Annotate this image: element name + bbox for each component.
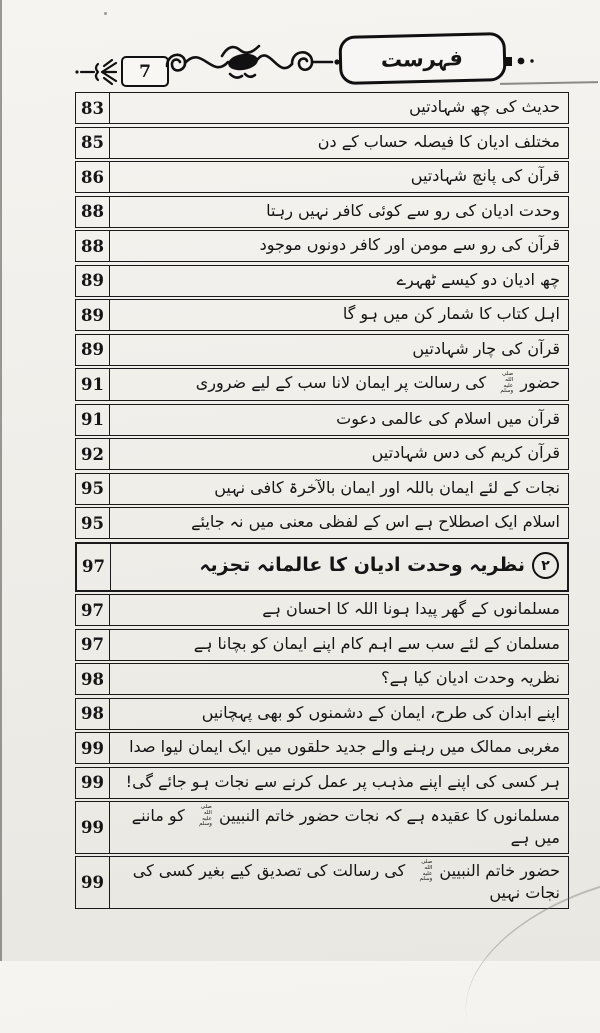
toc-entry-text: اہل کتاب کا شمار کن میں ہو گا [342, 304, 560, 324]
toc-entry-text: مختلف ادیان کا فیصلہ حساب کے دن [317, 131, 560, 151]
toc-page-number: 83 [76, 93, 110, 123]
toc-row [75, 404, 569, 436]
pbuh-honorific-ligature: صلى الله عليه وسلم [199, 804, 212, 828]
toc-entry-title [110, 405, 568, 435]
toc-entry-text: قرآن میں اسلام کی عالمی دعوت [336, 408, 560, 428]
toc-row [75, 265, 569, 297]
toc-entry-title [110, 699, 568, 729]
toc-entry-title [110, 768, 568, 798]
header-underline [500, 81, 598, 85]
toc-entry-text: اپنے ابدان کی طرح، ایمان کے دشمنوں کو بھی پہچانیں [201, 702, 560, 722]
toc-page-number: 88 [76, 231, 110, 261]
toc-row [75, 473, 569, 505]
toc-page-number: 99 [76, 802, 110, 853]
toc-entry-title [110, 439, 568, 469]
toc-entry-text: مسلمانوں کے گھر پیدا ہونا اللہ کا احسان ہے [262, 599, 560, 619]
toc-entry-title [110, 128, 568, 158]
toc-row [75, 801, 569, 854]
toc-page-number: 99 [76, 857, 110, 908]
pbuh-honorific-ligature: صلى الله عليه وسلم [419, 859, 433, 883]
toc-entry-title [110, 93, 568, 123]
toc-page-number: 86 [76, 162, 110, 192]
toc-entry-title [110, 733, 568, 763]
toc-entry-text: نظریہ وحدت ادیان کا عالمانہ تجزیہ [199, 553, 525, 576]
toc-entry-text: حضور خاتم النبیین صلى الله عليه وسلم کی رسالت کی تصدیق کیے بغیر کسی کی نجات نہیں [132, 859, 560, 903]
toc-entry-text: مسلمانوں کا عقیدہ ہے کہ نجات حضور خاتم النبیین صلى الله عليه وسلم کو ماننے میں ہے [131, 804, 560, 848]
toc-row [75, 438, 569, 470]
toc-page-number: 99 [76, 733, 110, 763]
toc-entry-text: حدیث کی چھ شہادتیں [409, 97, 560, 117]
toc-entry-text: نجات کے لئے ایمان باللہ اور ایمان بالآخرۃ کافی نہیں [214, 477, 560, 497]
toc-row [75, 507, 569, 539]
toc-row [75, 230, 569, 262]
toc-row [75, 196, 569, 228]
book-page-number: 7 [139, 61, 151, 82]
toc-entry-title [110, 857, 568, 908]
toc-row [75, 767, 569, 799]
toc-row [75, 368, 569, 401]
toc-page-number: 97 [76, 630, 110, 660]
toc-entry-text: مسلمان کے لئے سب سے اہم کام اپنے ایمان کو بچانا ہے [193, 633, 560, 653]
toc-row [75, 629, 569, 661]
toc-title-box [338, 32, 506, 85]
toc-entry-text: مغربی ممالک میں رہنے والے جدید حلقوں میں ایک ایمان لیوا صدا [129, 737, 560, 757]
toc-page-number: 91 [76, 369, 110, 400]
scan-left-edge-line [0, 0, 2, 961]
toc-entry-text: قرآن کی رو سے مومن اور کافر دونوں موجود [259, 235, 560, 255]
toc-entry-title [110, 802, 568, 853]
toc-page-number: 98 [76, 664, 110, 694]
toc-entry-text: ہر کسی کی اپنے اپنے مذہب پر عمل کرنے سے نجات ہو جائے گی! [125, 771, 560, 791]
toc-entry-title [110, 335, 568, 365]
toc-entry-text: قرآن کی چار شہادتیں [412, 338, 560, 358]
plug-dot-ornament-icon [505, 50, 549, 72]
toc-row [75, 92, 569, 124]
toc-row [75, 334, 569, 366]
toc-row [75, 856, 569, 909]
toc-entry-title [110, 266, 568, 296]
toc-page-number: 89 [76, 300, 110, 330]
toc-entry-title [110, 664, 568, 694]
pbuh-honorific-ligature: صلى الله عليه وسلم [500, 371, 514, 395]
toc-entry-text: حضور صلى الله عليه وسلم کی رسالت پر ایمان لانا سب کے لیے ضروری [195, 371, 560, 395]
dot-dash-spray-ornament-icon [74, 58, 120, 86]
toc-entry-title [110, 231, 568, 261]
toc-page-number: 95 [76, 508, 110, 538]
toc-row [75, 698, 569, 730]
swirl-scroll-flourish-icon [162, 38, 342, 90]
toc-entry-text: قرآن کریم کی دس شہادتیں [371, 443, 560, 463]
toc-page-number: 91 [76, 405, 110, 435]
toc-row [75, 542, 569, 592]
toc-row [75, 732, 569, 764]
toc-page-number: 97 [77, 544, 111, 590]
toc-row [75, 127, 569, 159]
toc-row [75, 663, 569, 695]
toc-entry-text: اسلام ایک اصطلاح ہے اس کے لفظی معنی میں نہ جایئے [191, 512, 560, 532]
toc-entry-title [111, 544, 567, 590]
toc-page-number: 89 [76, 266, 110, 296]
toc-row [75, 161, 569, 193]
toc-page-number: 92 [76, 439, 110, 469]
toc-entry-text: چھ ادیان دو کیسے ٹھہرے [396, 269, 560, 289]
toc-row [75, 594, 569, 626]
toc-row [75, 299, 569, 331]
toc-page-number: 98 [76, 699, 110, 729]
toc-entry-title [110, 197, 568, 227]
toc-entry-title [110, 474, 568, 504]
toc-entry-text: قرآن کی پانچ شہادتیں [410, 166, 560, 186]
page-title: فہرست [380, 45, 465, 72]
toc-page-number: 95 [76, 474, 110, 504]
toc-entry-text: نظریہ وحدت ادیان کیا ہے؟ [381, 668, 560, 688]
toc-entry-title [110, 595, 568, 625]
toc-page-number: 97 [76, 595, 110, 625]
toc-entry-title [110, 162, 568, 192]
toc-entry-title [110, 630, 568, 660]
toc-page-number: 85 [76, 128, 110, 158]
section-number-badge: ۲ [532, 552, 559, 579]
toc-page-number: 89 [76, 335, 110, 365]
table-of-contents [75, 92, 569, 911]
toc-entry-title [110, 369, 568, 400]
page-header [0, 0, 600, 92]
toc-entry-text: وحدت ادیان کی رو سے کوئی کافر نہیں رہتا [266, 200, 560, 220]
toc-page-number: 99 [76, 768, 110, 798]
toc-page-number: 88 [76, 197, 110, 227]
toc-entry-title [110, 300, 568, 330]
toc-entry-title [110, 508, 568, 538]
